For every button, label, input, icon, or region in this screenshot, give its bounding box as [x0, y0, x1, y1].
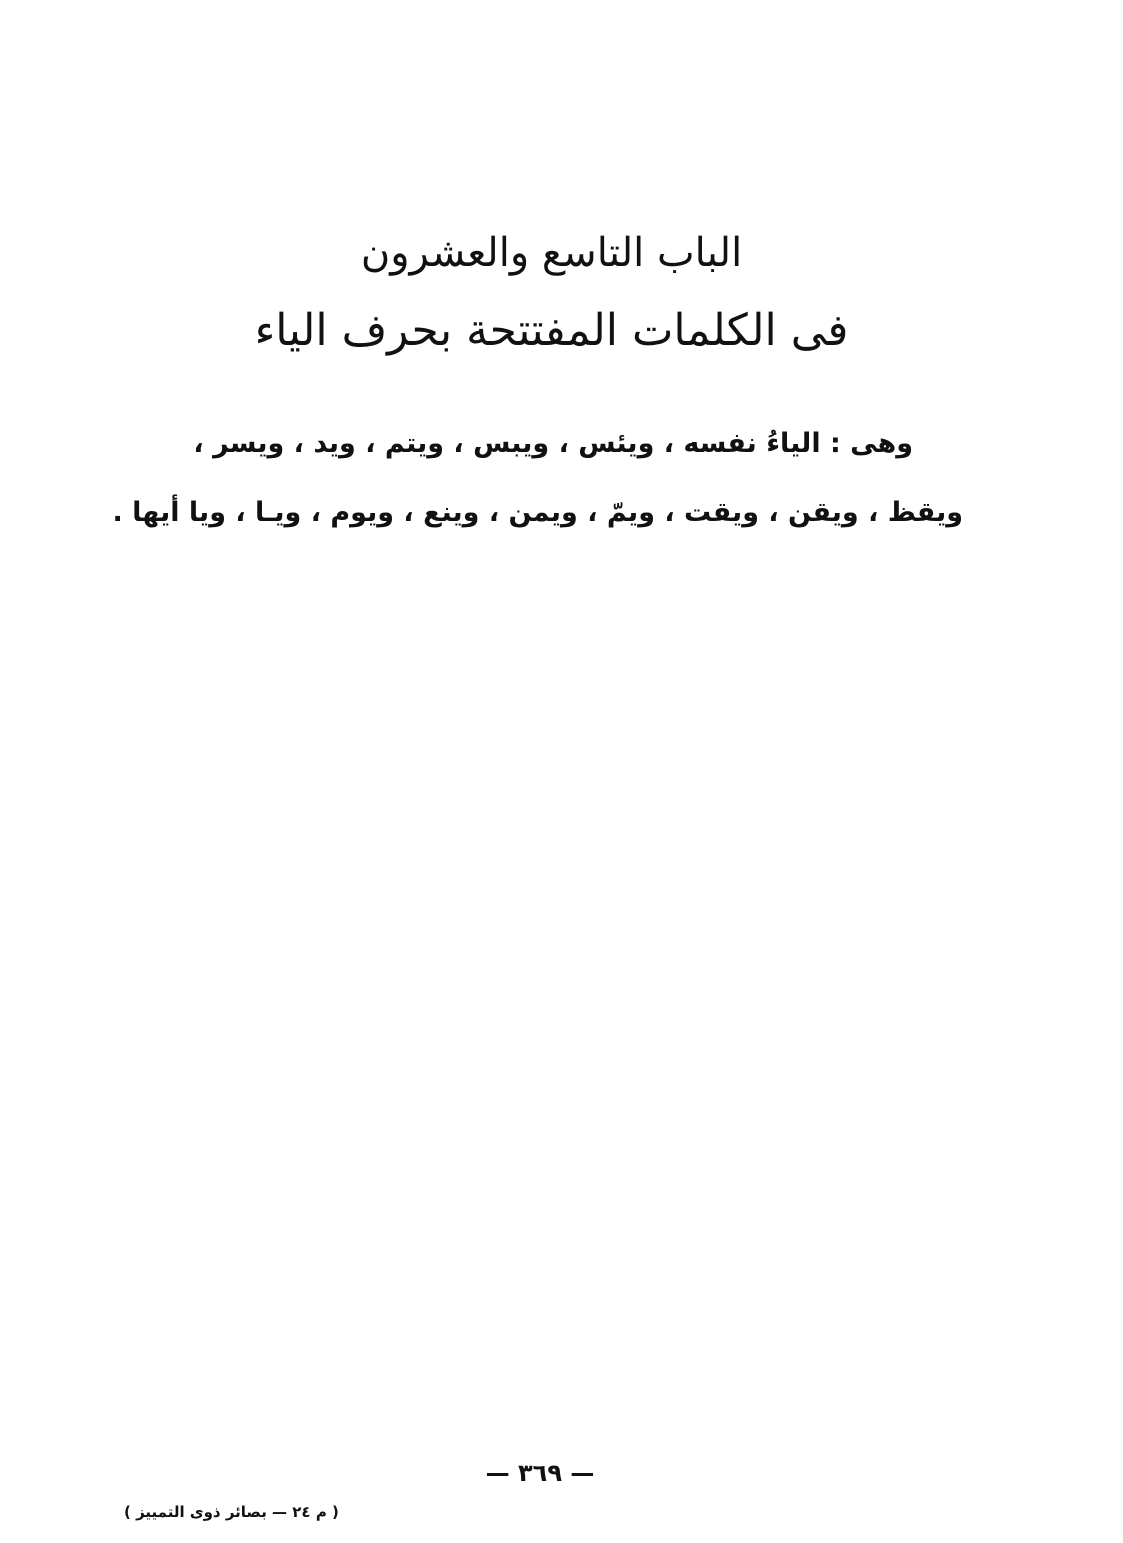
body-text-line-1: وهى : الياءُ نفسه ، ويئس ، ويبس ، ويتم ، ويد ، ويسر ، [193, 428, 913, 459]
chapter-title: الباب التاسع والعشرون [360, 230, 743, 276]
chapter-subtitle: فى الكلمات المفتتحة بحرف الياء [254, 305, 849, 356]
page-number: — ٣٦٩ — [485, 1459, 595, 1487]
footer-signature-note: ( م ٢٤ — بصائر ذوى التمييز ) [124, 1503, 339, 1521]
body-text-line-2: ويقظ ، ويقن ، ويقت ، ويمّ ، ويمن ، وينع ، ويوم ، ويـا ، ويا أيها . [112, 497, 963, 528]
